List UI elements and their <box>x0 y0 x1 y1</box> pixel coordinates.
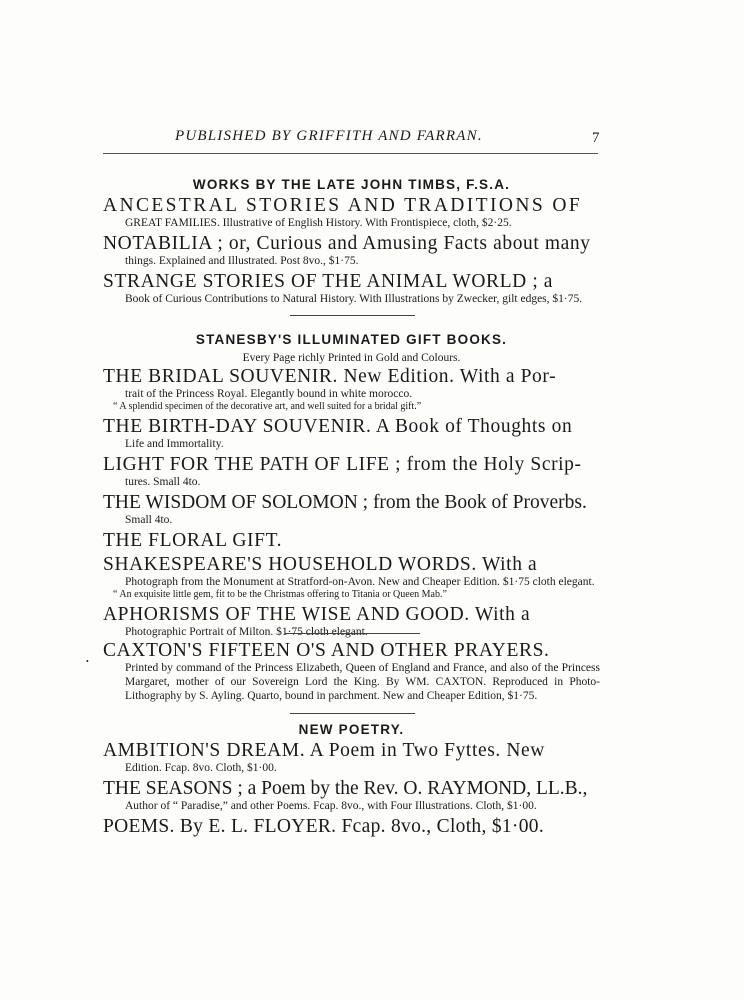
entry-title: CAXTON'S FIFTEEN O'S AND OTHER PRAYERS. <box>103 640 550 661</box>
section-subheading: Every Page richly Printed in Gold and Colours. <box>242 352 461 364</box>
entry-detail: trait of the Princess Royal. Elegantly bound in white morocco. <box>125 388 413 400</box>
entry-detail: things. Explained and Illustrated. Post 8vo., $1·75. <box>125 255 359 267</box>
entry-detail: Book of Curious Contributions to Natural History. With Illustrations by Zwecker, gilt edges, $1·75. <box>125 293 583 305</box>
entry-title: ANCESTRAL STORIES AND TRADITIONS OF <box>103 195 583 216</box>
section-divider <box>285 633 420 634</box>
section-heading: NEW POETRY. <box>298 722 405 737</box>
section-new-poetry <box>103 722 600 837</box>
section-timbs <box>103 177 600 306</box>
entry-title: LIGHT FOR THE PATH OF LIFE ; from the Holy Scrip- <box>103 454 582 475</box>
section-caxton <box>103 640 600 703</box>
entry-detail: Photograph from the Monument at Stratford-on-Avon. New and Cheaper Edition. $1·75 cloth elegant. <box>125 576 595 588</box>
entry-detail: tures. Small 4to. <box>125 476 201 488</box>
entry-title: APHORISMS OF THE WISE AND GOOD. With a <box>103 604 531 625</box>
entry-title: THE WISDOM OF SOLOMON ; from the Book of Proverbs. <box>103 492 587 513</box>
entry-detail: Author of “ Paradise,” and other Poems. Fcap. 8vo., with Four Illustrations. Cloth, $1·00. <box>125 800 537 812</box>
entry-title: SHAKESPEARE'S HOUSEHOLD WORDS. With a <box>103 554 538 575</box>
running-head: PUBLISHED BY GRIFFITH AND FARRAN. <box>175 128 483 144</box>
section-divider <box>290 315 415 316</box>
page-number: 7 <box>592 130 600 146</box>
entry-title: AMBITION'S DREAM. A Poem in Two Fyttes. New <box>103 740 545 761</box>
section-divider <box>290 713 415 714</box>
section-heading: STANESBY'S ILLUMINATED GIFT BOOKS. <box>195 332 508 347</box>
entry-detail: Photographic Portrait of Milton. $1·75 cloth elegant. <box>125 626 368 638</box>
entry-detail: Printed by command of the Princess Elizabeth, Queen of England and France, and also of the Princess Margaret, mother of our Sovereign Lord the King. By WM. CAXTON. Reproduced in Photo-Lithography by S. Ayling. Quarto, bound in parchment. New and Cheaper Edition, $1·75. <box>125 662 600 702</box>
entry-title: POEMS. By E. L. FLOYER. Fcap. 8vo., Cloth, $1·00. <box>103 816 545 837</box>
entry-title: NOTABILIA ; or, Curious and Amusing Facts about many <box>103 233 591 254</box>
entry-detail: Edition. Fcap. 8vo. Cloth, $1·00. <box>125 762 277 774</box>
entry-detail: Small 4to. <box>125 514 173 526</box>
entry-quote: “ A splendid specimen of the decorative art, and well suited for a bridal gift.” <box>113 401 422 412</box>
entry-title: THE BIRTH-DAY SOUVENIR. A Book of Thoughts on <box>103 416 573 437</box>
entry-title: THE BRIDAL SOUVENIR. New Edition. With a Por- <box>103 366 557 387</box>
entry-detail: Life and Immortality. <box>125 438 224 450</box>
entry-title: THE SEASONS ; a Poem by the Rev. O. RAYMOND, LL.B., <box>103 778 588 799</box>
section-heading: WORKS BY THE LATE JOHN TIMBS, F.S.A. <box>192 177 511 192</box>
page-speck: • <box>86 657 89 666</box>
entry-title: STRANGE STORIES OF THE ANIMAL WORLD ; a <box>103 271 554 292</box>
entry-detail: GREAT FAMILIES. Illustrative of English History. With Frontispiece, cloth, $2·25. <box>125 217 512 229</box>
entry-title: THE FLORAL GIFT. <box>103 530 283 551</box>
section-stanesby <box>103 332 600 639</box>
header-rule <box>103 153 598 154</box>
entry-quote: “ An exquisite little gem, fit to be the Christmas offering to Titania or Queen Mab.” <box>113 589 447 600</box>
